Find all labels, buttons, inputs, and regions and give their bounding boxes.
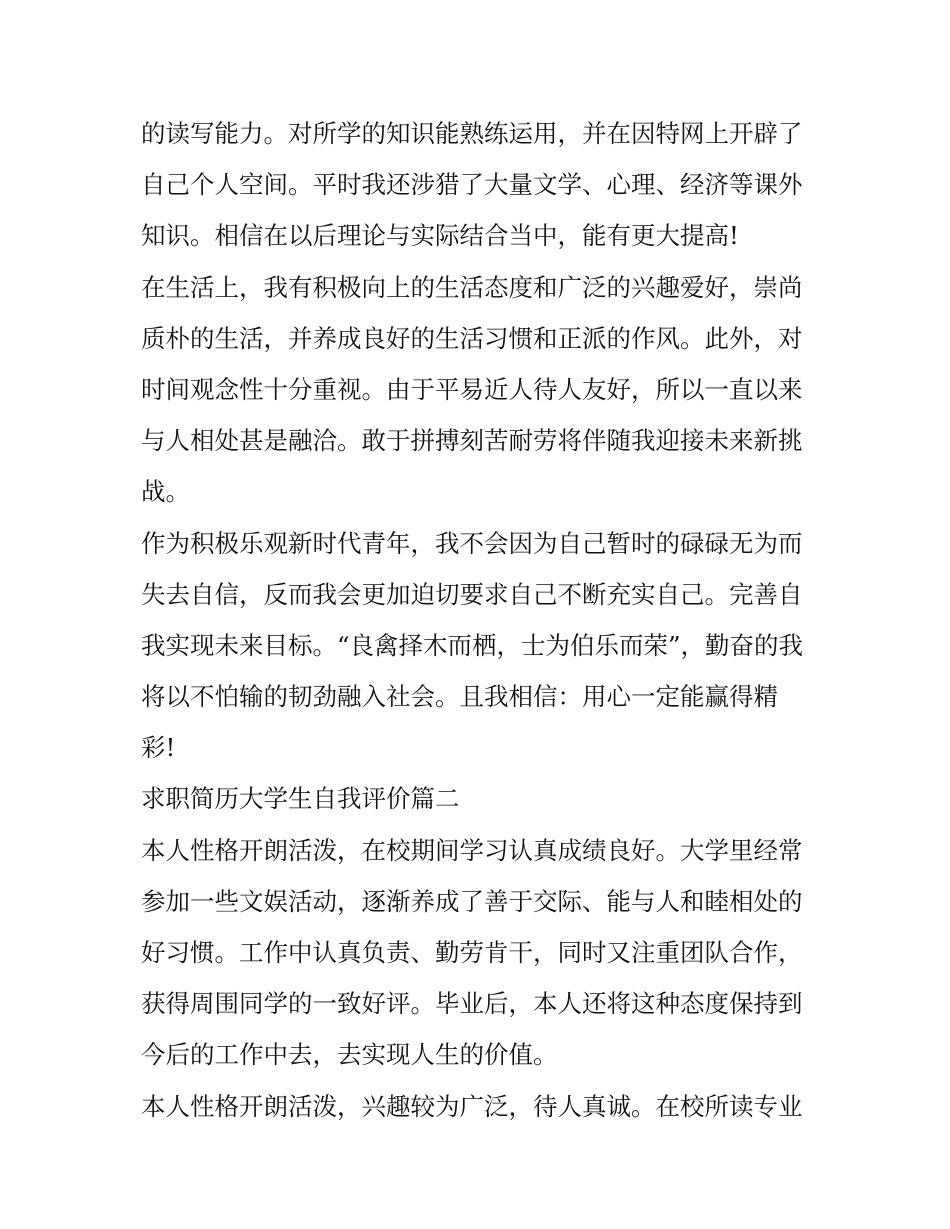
paragraph-interests <box>141 1081 821 1132</box>
text-line: 参加一些文娱活动，逐渐养成了善于交际、能与人和睦相处的 <box>141 886 803 916</box>
text-line: 本人性格开朗活泼，在校期间学习认真成绩良好。大学里经常 <box>141 835 803 865</box>
paragraph-life-attitude <box>141 262 821 518</box>
paragraph-youth-goals <box>141 518 821 774</box>
text-line: 今后的工作中去，去实现人生的价值。 <box>141 1040 558 1070</box>
text-line: 知识。相信在以后理论与实际结合当中，能有更大提高! <box>141 221 739 251</box>
document-body <box>141 108 821 1132</box>
text-line: 彩! <box>141 733 176 763</box>
text-line: 在生活上，我有积极向上的生活态度和广泛的兴趣爱好，崇尚 <box>141 272 803 302</box>
text-line: 的读写能力。对所学的知识能熟练运用，并在因特网上开辟了 <box>141 119 803 148</box>
text-line: 与人相处甚是融洽。敢于拼搏刻苦耐劳将伴随我迎接未来新挑 <box>141 426 803 456</box>
paragraph-personality <box>141 825 821 1081</box>
text-line: 将以不怕输的韧劲融入社会。且我相信：用心一定能赢得精 <box>141 682 778 712</box>
text-line: 自己个人空间。平时我还涉猎了大量文学、心理、经济等课外 <box>141 170 803 200</box>
text-line: 时间观念性十分重视。由于平易近人待人友好，所以一直以来 <box>141 374 803 404</box>
text-line: 失去自信，反而我会更加迫切要求自己不断充实自己。完善自 <box>141 579 803 609</box>
text-line: 获得周围同学的一致好评。毕业后，本人还将这种态度保持到 <box>141 989 803 1019</box>
heading-line: 求职简历大学生自我评价篇二 <box>141 784 460 814</box>
text-line: 质朴的生活，并养成良好的生活习惯和正派的作风。此外，对 <box>141 323 803 353</box>
text-line: 我实现未来目标。“良禽择木而栖，士为伯乐而荣”，勤奋的我 <box>141 630 804 660</box>
text-line: 好习惯。工作中认真负责、勤劳肯干，同时又注重团队合作， <box>141 938 803 967</box>
section-heading <box>141 773 821 824</box>
text-line: 战。 <box>141 477 190 507</box>
text-line: 作为积极乐观新时代青年，我不会因为自己暂时的碌碌无为而 <box>141 528 803 558</box>
paragraph-study-ability <box>141 108 821 262</box>
text-line: 本人性格开朗活泼，兴趣较为广泛，待人真诚。在校所读专业 <box>141 1091 803 1121</box>
